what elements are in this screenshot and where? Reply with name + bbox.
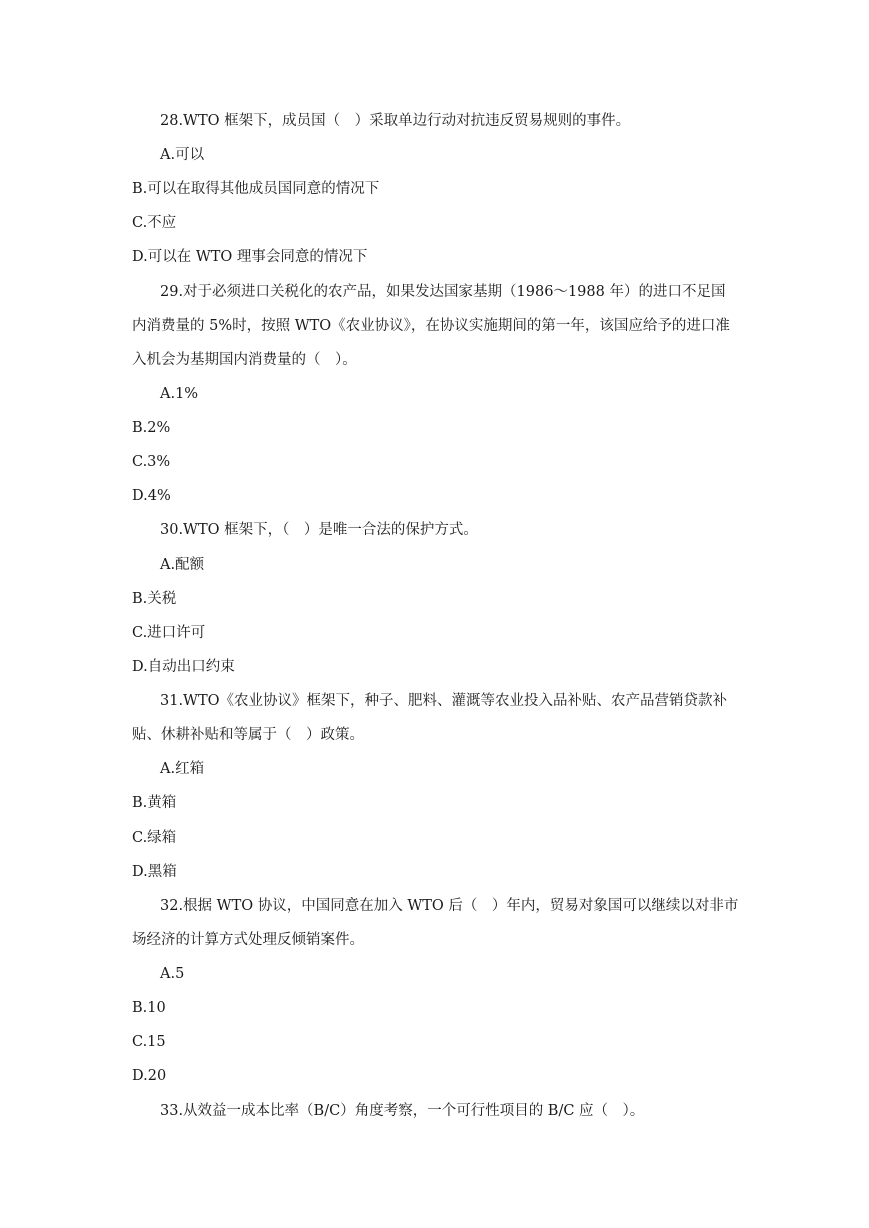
question-30-option-c: C.进口许可 xyxy=(132,625,206,641)
question-33-stem: 33.从效益一成本比率（B/C）角度考察，一个可行性项目的 B/C 应（ ）。 xyxy=(160,1103,645,1119)
question-28-option-c: C.不应 xyxy=(132,215,177,231)
question-28-option-d: D.可以在 WTO 理事会同意的情况下 xyxy=(132,249,368,265)
question-31-option-b: B.黄箱 xyxy=(132,795,177,811)
question-29-stem: 29.对于必须进口关税化的农产品，如果发达国家基期（1986～1988 年）的进口不足国 xyxy=(160,284,726,300)
question-32-option-a: A.5 xyxy=(160,966,185,982)
question-28-option-a: A.可以 xyxy=(160,147,205,163)
question-30-option-b: B.关税 xyxy=(132,591,177,607)
question-30-option-d: D.自动出口约束 xyxy=(132,659,235,675)
question-28-option-b: B.可以在取得其他成员国同意的情况下 xyxy=(132,181,380,197)
question-32-option-d: D.20 xyxy=(132,1068,167,1084)
question-32-stem: 32.根据 WTO 协议，中国同意在加入 WTO 后（ ）年内，贸易对象国可以继续以对非市 xyxy=(160,898,739,914)
question-28-stem: 28.WTO 框架下，成员国（ ）采取单边行动对抗违反贸易规则的事件。 xyxy=(160,113,631,129)
question-31-option-d: D.黑箱 xyxy=(132,864,177,880)
question-32-option-b: B.10 xyxy=(132,1000,166,1016)
question-32-option-c: C.15 xyxy=(132,1034,166,1050)
question-31-stem: 31.WTO《农业协议》框架下，种子、肥料、灌溉等农业投入品补贴、农产品营销贷款补 xyxy=(160,693,728,709)
question-31-option-a: A.红箱 xyxy=(160,761,205,777)
question-29-option-d: D.4% xyxy=(132,488,171,504)
question-31-option-c: C.绿箱 xyxy=(132,830,177,846)
question-29-option-c: C.3% xyxy=(132,454,171,470)
question-30-option-a: A.配额 xyxy=(160,557,205,573)
question-31-stem-line-2: 贴、休耕补贴和等属于（ ）政策。 xyxy=(132,727,364,743)
question-29-stem-line-2: 内消费量的 5%时，按照 WTO《农业协议》，在协议实施期间的第一年，该国应给予的进口准 xyxy=(132,318,730,334)
question-29-stem-line-3: 入机会为基期国内消费量的（ ）。 xyxy=(132,352,357,368)
question-30-stem: 30.WTO 框架下，（ ）是唯一合法的保护方式。 xyxy=(160,522,478,538)
question-29-option-b: B.2% xyxy=(132,420,171,436)
question-29-option-a: A.1% xyxy=(160,386,199,402)
question-32-stem-line-2: 场经济的计算方式处理反倾销案件。 xyxy=(132,932,364,948)
